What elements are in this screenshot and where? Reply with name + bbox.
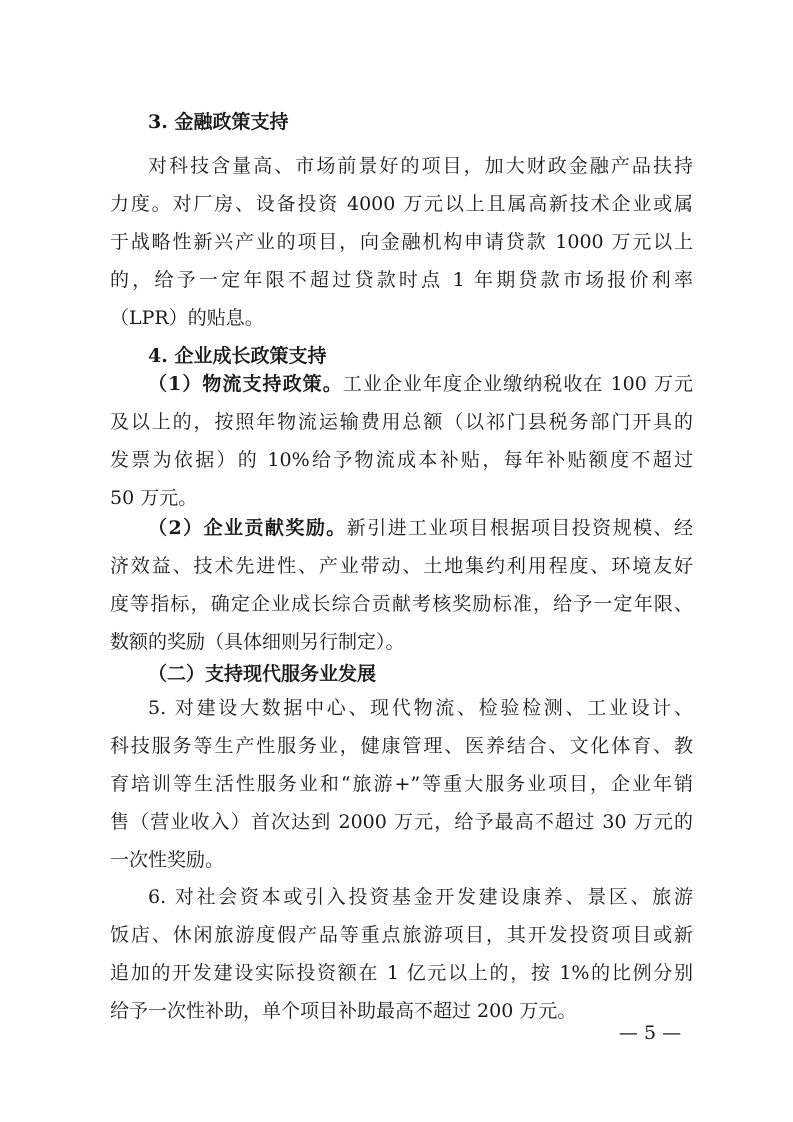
line-text: 50 万元。 (110, 487, 198, 509)
paragraph-line (110, 804, 693, 840)
paragraph-line-with-heading (148, 510, 693, 546)
line-text: 数额的奖励（具体细则另行制定）。 (110, 631, 405, 653)
line-text: 科技服务等生产性服务业，健康管理、医养结合、文化体育、教 (110, 735, 693, 757)
line-text: 的，给予一定年限不超过贷款时点 1 年期贷款市场报价利率 (110, 269, 693, 291)
line-text: 新引进工业项目根据项目投资规模、经 (346, 517, 693, 539)
paragraph-line (148, 879, 693, 915)
paragraph-line (110, 766, 693, 802)
paragraph-line (110, 728, 693, 764)
paragraph-line (110, 224, 693, 260)
paragraph-line (110, 186, 693, 222)
paragraph-line (110, 548, 693, 584)
line-text: 发票为依据）的 10%给予物流成本补贴，每年补贴额度不超过 (110, 449, 693, 471)
line-text: 售（营业收入）首次达到 2000 万元，给予最高不超过 30 万元的 (110, 811, 693, 833)
line-text: （二）支持现代服务业发展 (148, 663, 377, 685)
paragraph-line (110, 404, 693, 440)
paragraph-line (110, 442, 693, 478)
line-text: 追加的开发建设实际投资额在 1 亿元以上的，按 1%的比例分别 (110, 962, 693, 984)
page-number: — 5 — (618, 1022, 682, 1044)
line-text: 济效益、技术先进性、产业带动、土地集约利用程度、环境友好 (110, 555, 693, 577)
inline-heading: （1）物流支持政策。 (148, 373, 343, 395)
line-text: 4. 企业成长政策支持 (148, 345, 327, 367)
paragraph-line (110, 262, 693, 298)
paragraph-line (110, 917, 693, 953)
line-text: 度等指标，确定企业成长综合贡献考核奖励标准，给予一定年限、 (110, 593, 693, 615)
paragraph-line-with-heading (148, 366, 693, 402)
line-text: 对科技含量高、市场前景好的项目，加大财政金融产品扶持 (148, 155, 693, 177)
paragraph-line (110, 624, 693, 660)
line-text: 及以上的，按照年物流运输费用总额（以祁门县税务部门开具的 (110, 411, 693, 433)
section-heading (148, 656, 693, 692)
line-text: 6. 对社会资本或引入投资基金开发建设康养、景区、旅游 (148, 886, 693, 908)
line-text: （LPR）的贴息。 (110, 307, 264, 329)
paragraph-line (110, 300, 693, 336)
line-text: 工业企业年度企业缴纳税收在 100 万元 (342, 373, 693, 395)
line-text: 饭店、休闲旅游度假产品等重点旅游项目，其开发投资项目或新 (110, 924, 693, 946)
line-text: 育培训等生活性服务业和“旅游+”等重大服务业项目，企业年销 (110, 773, 693, 795)
paragraph-line (148, 148, 693, 184)
line-text: 3. 金融政策支持 (148, 111, 289, 133)
inline-heading: （2）企业贡献奖励。 (148, 517, 347, 539)
paragraph-line (110, 842, 693, 878)
paragraph-line (148, 690, 693, 726)
paragraph-line (110, 993, 693, 1029)
line-text: 给予一次性补助，单个项目补助最高不超过 200 万元。 (110, 1000, 577, 1022)
line-text: 5. 对建设大数据中心、现代物流、检验检测、工业设计、 (148, 697, 693, 719)
line-text: 力度。对厂房、设备投资 4000 万元以上且属高新技术企业或属 (110, 193, 693, 215)
line-text: 一次性奖励。 (110, 849, 225, 871)
line-text: 于战略性新兴产业的项目，向金融机构申请贷款 1000 万元以上 (110, 231, 693, 253)
section-heading (148, 104, 693, 140)
paragraph-line (110, 955, 693, 991)
paragraph-line (110, 586, 693, 622)
